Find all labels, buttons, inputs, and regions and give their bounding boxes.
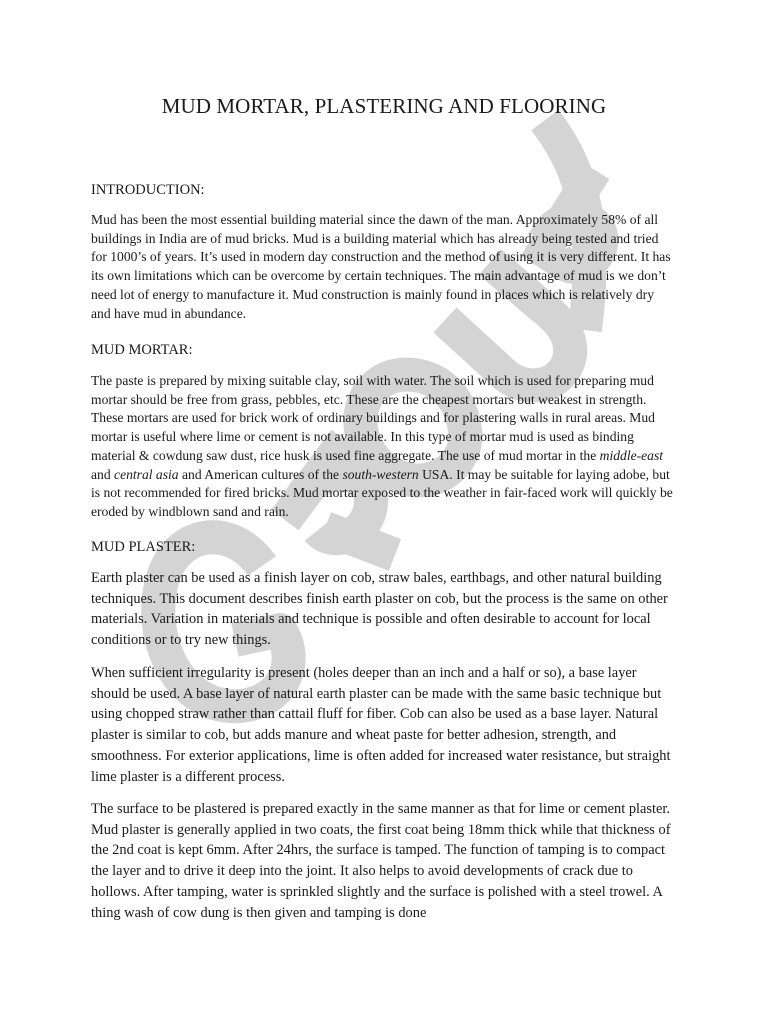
mud-mortar-paragraph (91, 372, 677, 522)
emphasis-south-western: south-western (342, 466, 419, 482)
mud-mortar-heading: MUD MORTAR: (91, 342, 193, 358)
mud-plaster-paragraph-3: The surface to be plastered is prepared exactly in the same manner as that for lime or cement plaster. Mud plaster is generally applied in two coats, the first coat being 18mm thick while that thickness of the 2nd coat is kept 6mm. After 24hrs, the surface is tamped. The function of tamping is to compact the layer and to drive it deep into the joint. It also helps to avoid developments of crack due to hollows. After tamping, water is sprinkled slightly and the surface is polished with a steel trowel. A thing wash of cow dung is then given and tamping is done (91, 801, 671, 921)
mud-plaster-paragraph-1: Earth plaster can be used as a finish layer on cob, straw bales, earthbags, and other natural building techniques. This document describes finish earth plaster on cob, but the process is the same on other materials. Variation in materials and technique is possible and often desirable to account for local conditions or to try new things. (91, 570, 668, 649)
introduction-heading: INTRODUCTION: (91, 182, 205, 198)
emphasis-middle-east: middle-east (599, 447, 664, 463)
introduction-paragraph: Mud has been the most essential building material since the dawn of the man. Approximately 58% of all buildings in India are of mud bricks. Mud is a building material which has already being tested and tried for 1000’s of years. It’s used in modern day construction and the method of using it is very different. It has its own limitations which can be overcome by certain techniques. The main advantage of mud is we don’t need lot of energy to manufacture it. Mud construction is mainly found in places which is relatively dry and have mud in abundance. (91, 212, 671, 321)
mud-mortar-text-4: USA. It may be suitable for laying adobe, but is not recommended for fired bricks. Mud mortar exposed to the weather in fair-faced work will quickly be eroded by windblown sand and rain. (91, 466, 673, 519)
mud-mortar-text-2: and (91, 466, 115, 482)
page-title: MUD MORTAR, PLASTERING AND FLOORING (161, 94, 607, 118)
mud-mortar-text-3: and American cultures of the (178, 466, 343, 482)
mud-mortar-text-1: The paste is prepared by mixing suitable clay, soil with water. The soil which is used for preparing mud mortar should be free from grass, pebbles, etc. These are the cheapest mortars but weakest in strength. These mortars are used for brick work of ordinary buildings and for plastering walls in rural areas. Mud mortar is useful where lime or cement is not available. In this type of mortar mud is used as binding material & cowdung saw dust, rice husk is used fine aggregate. The use of mud mortar in the (91, 373, 655, 463)
mud-plaster-paragraph-2: When sufficient irregularity is present (holes deeper than an inch and a half or so), a base layer should be used. A base layer of natural earth plaster can be made with the same basic technique but using chopped straw rather than cattail fluff for fiber. Cob can also be used as a base layer. Natural plaster is similar to cob, but adds manure and wheat paste for better adhesion, strength, and smoothness. For exterior applications, lime is often added for increased water resistance, but straight lime plaster is a different process. (91, 665, 671, 785)
emphasis-central-asia: central asia (114, 466, 179, 482)
mud-plaster-heading: MUD PLASTER: (91, 539, 196, 555)
